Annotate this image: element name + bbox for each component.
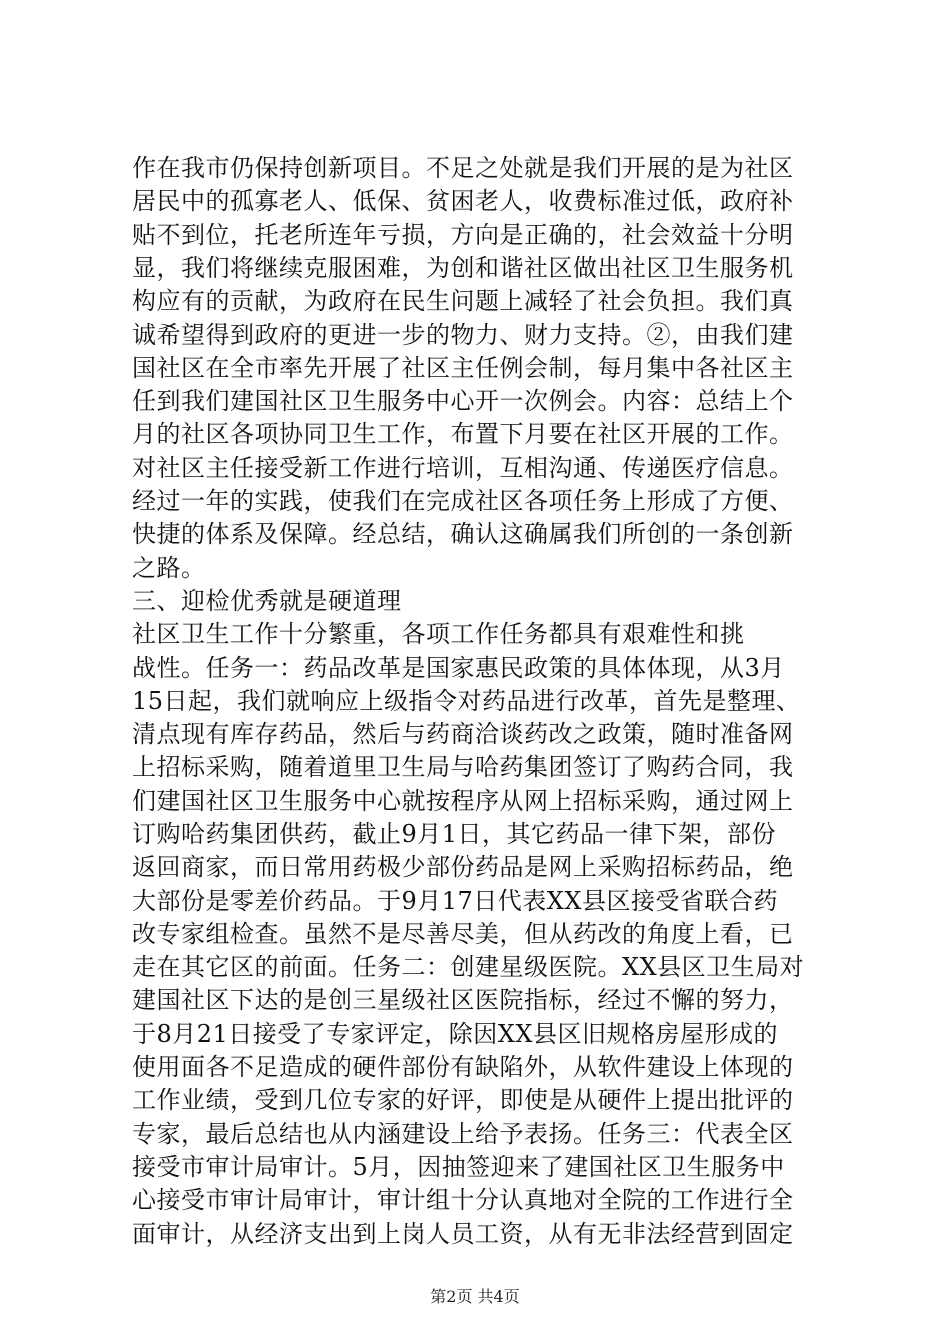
text-line: 走在其它区的前面。任务二：创建星级医院。XX县区卫生局对: [132, 953, 805, 981]
text-line: 之路。: [132, 554, 206, 582]
text-line: 居民中的孤寡老人、低保、贫困老人，收费标准过低，政府补: [132, 187, 794, 215]
page-number-footer: 第2页 共4页: [430, 1287, 520, 1306]
text-line: 社区卫生工作十分繁重，各项工作任务都具有艰难性和挑: [132, 620, 745, 648]
text-line: 战性。任务一：药品改革是国家惠民政策的具体体现，从3月: [132, 654, 785, 682]
text-line: 显，我们将继续克服困难，为创和谐社区做出社区卫生服务机: [132, 254, 794, 282]
text-line: 们建国社区卫生服务中心就按程序从网上招标采购，通过网上: [132, 787, 794, 815]
text-line: 返回商家，而日常用药极少部份药品是网上采购招标药品，绝: [132, 853, 794, 881]
text-line: 订购哈药集团供药，截止9月1日，其它药品一律下架，部份: [132, 820, 777, 848]
text-line: 三、迎检优秀就是硬道理: [132, 587, 402, 615]
text-line: 接受市审计局审计。5月，因抽签迎来了建国社区卫生服务中: [132, 1153, 785, 1181]
text-line: 快捷的体系及保障。经总结，确认这确属我们所创的一条创新: [132, 520, 794, 548]
text-line: 15日起，我们就响应上级指令对药品进行改革，首先是整理、: [132, 687, 801, 715]
text-line: 经过一年的实践，使我们在完成社区各项任务上形成了方便、: [132, 487, 794, 515]
text-line: 改专家组检查。虽然不是尽善尽美，但从药改的角度上看，已: [132, 920, 794, 948]
text-line: 专家，最后总结也从内涵建设上给予表扬。任务三：代表全区: [132, 1120, 794, 1148]
text-line: 贴不到位，托老所连年亏损，方向是正确的，社会效益十分明: [132, 221, 794, 249]
text-line: 月的社区各项协同卫生工作，布置下月要在社区开展的工作。: [132, 420, 794, 448]
text-line: 对社区主任接受新工作进行培训，互相沟通、传递医疗信息。: [132, 454, 794, 482]
text-line: 上招标采购，随着道里卫生局与哈药集团签订了购药合同，我: [132, 753, 794, 781]
text-line: 作在我市仍保持创新项目。不足之处就是我们开展的是为社区: [132, 154, 794, 182]
text-line: 诚希望得到政府的更进一步的物力、财力支持。②，由我们建: [132, 321, 794, 349]
text-line: 国社区在全市率先开展了社区主任例会制，每月集中各社区主: [132, 354, 794, 382]
text-line: 使用面各不足造成的硬件部份有缺陷外，从软件建设上体现的: [132, 1053, 794, 1081]
text-line: 于8月21日接受了专家评定，除因XX县区旧规格房屋形成的: [132, 1020, 778, 1048]
text-line: 工作业绩，受到几位专家的好评，即使是从硬件上提出批评的: [132, 1086, 794, 1114]
text-line: 大部份是零差价药品。于9月17日代表XX县区接受省联合药: [132, 887, 778, 915]
text-line: 建国社区下达的是创三星级社区医院指标，经过不懈的努力，: [132, 986, 794, 1014]
text-line: 构应有的贡献，为政府在民生问题上减轻了社会负担。我们真: [132, 287, 794, 315]
text-line: 面审计，从经济支出到上岗人员工资，从有无非法经营到固定: [132, 1220, 794, 1248]
text-line: 清点现有库存药品，然后与药商洽谈药改之政策，随时准备网: [132, 720, 794, 748]
text-line: 心接受市审计局审计，审计组十分认真地对全院的工作进行全: [132, 1186, 794, 1214]
text-line: 任到我们建国社区卫生服务中心开一次例会。内容：总结上个: [132, 387, 794, 415]
